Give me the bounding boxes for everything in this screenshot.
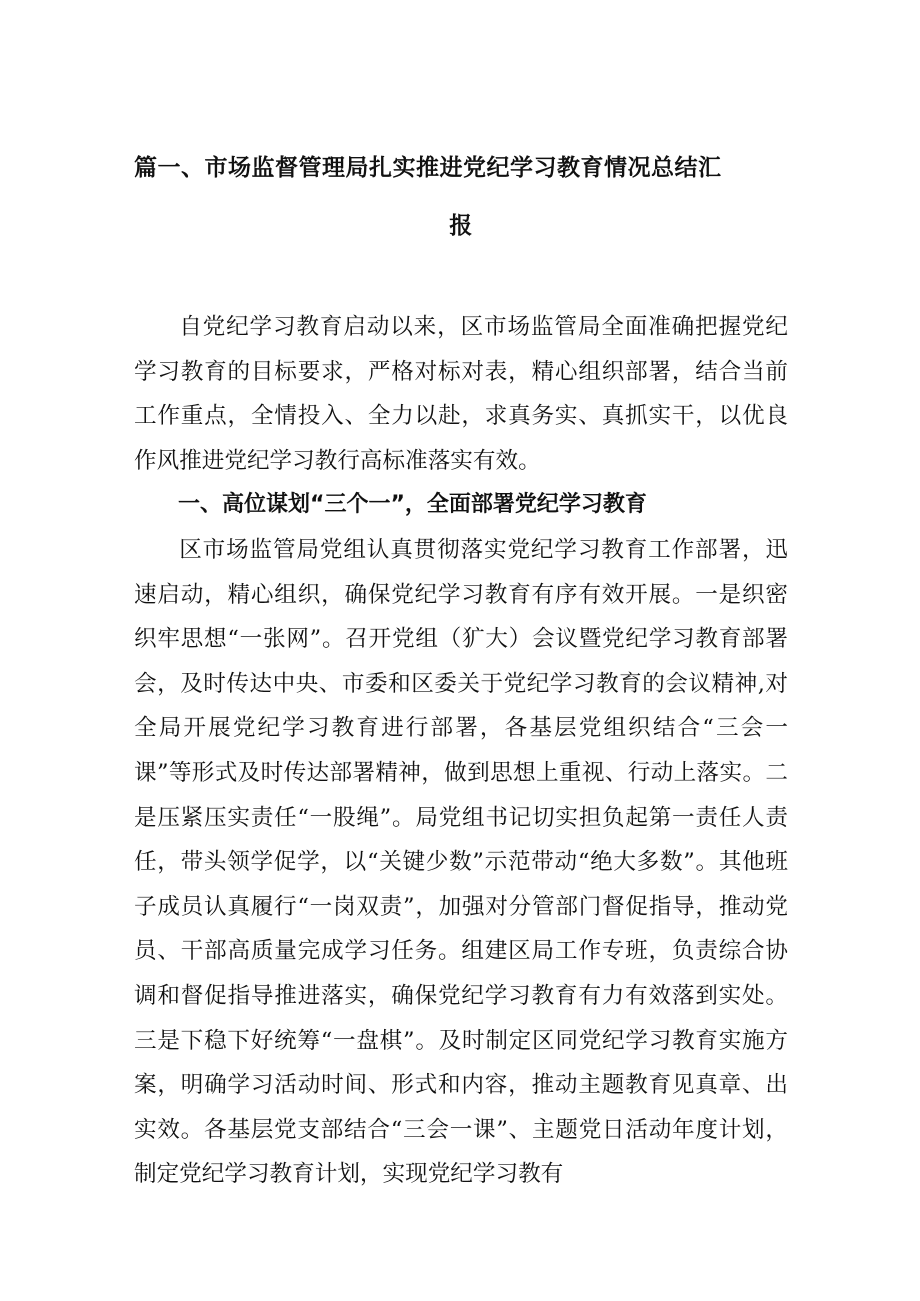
intro-paragraph: 自党纪学习教育启动以来，区市场监管局全面准确把握党纪学习教育的目标要求，严格对标对表，精心组织部署，结合当前工作重点，全情投入、全力以赴，求真务实、真抓实干，以优良作风推进党纪学习教行高标准落实有效。 bbox=[134, 314, 788, 474]
document-title-line-1: 篇一、市场监督管理局扎实推进党纪学习教育情况总结汇 bbox=[134, 155, 722, 181]
document-title-line-2: 报 bbox=[449, 213, 473, 239]
section-1-paragraph: 区市场监管局党组认真贯彻落实党纪学习教育工作部署，迅速启动，精心组织，确保党纪学习教育有序有效开展。一是织密织牢思想“一张网”。召开党组（犷大）会议暨党纪学习教育部署会，及时传达中央、市委和区委关于党纪学习教育的会议精神,对全局开展党纪学习教育进行部署，各基层党组织结合“三会一课”等形式及时传达部署精神，做到思想上重视、行动上落实。二是压紧压实责任“一股绳”。局党组书记切实担负起第一责任人责任，带头领学促学，以“关键少数”示范带动“绝大多数”。其他班子成员认真履行“一岗双责”，加强对分管部门督促指导，推动党员、干部高质量完成学习任务。组建区局工作专班，负责综合协调和督促指导推进落实，确保党纪学习教育有力有效落到实处。三是下稳下好统筹“一盘棋”。及时制定区同党纪学习教育实施方案，明确学习活动时间、形式和内容，推动主题教育见真章、出实效。各基层党支部结合“三会一课”、主题党日活动年度计划，制定党纪学习教育计划，实现党纪学习教有 bbox=[134, 536, 788, 1188]
document-body bbox=[134, 305, 788, 1197]
section-heading-1: 一、高位谋划“三个一”，全面部署党纪学习教育 bbox=[178, 492, 647, 518]
